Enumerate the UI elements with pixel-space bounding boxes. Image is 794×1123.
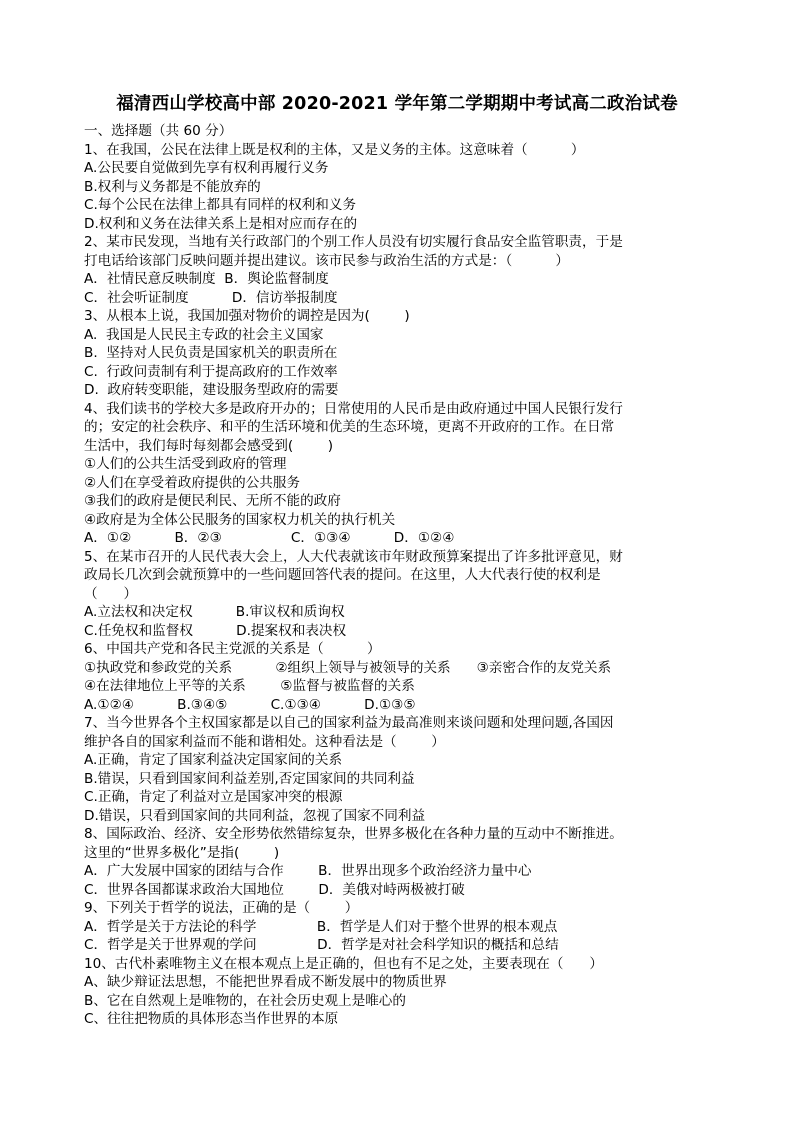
statement-1: ①人们的公共生活受到政府的管理: [84, 456, 287, 472]
question-stem: 10、古代朴素唯物主义在根本观点上是正确的，但也有不足之处，主要表现在（ ）: [84, 955, 604, 972]
option-b: B. 坚持对人民负责是国家机关的职责所在: [84, 345, 338, 361]
option-a: A、缺少辩证法思想，不能把世界看成不断发展中的物质世界: [84, 974, 447, 990]
question-stem: 的；安定的社会秩序、和平的生活环境和优美的生态环境，更离不开政府的工作。在日常: [84, 419, 615, 435]
question-stem: 5、在某市召开的人民代表大会上，人大代表就该市年财政预算案提出了许多批评意见，财: [84, 548, 623, 565]
option-b: B、它在自然观上是唯物的，在社会历史观上是唯心的: [84, 992, 406, 1009]
question-stem: 政局长几次到会就预算中的一些问题回答代表的提问。在这里，人大代表行使的权利是: [84, 567, 601, 583]
option-ab: A.立法权和决定权 B.审议权和质询权: [84, 604, 345, 620]
question-stem: 6、中国共产党和各民主党派的关系是（ ）: [84, 641, 381, 657]
option-cd: C．哲学是关于世界观的学问 D．哲学是对社会科学知识的概括和总结: [84, 937, 559, 953]
question-stem: 8、国际政治、经济、安全形势依然错综复杂，世界多极化在各种力量的互动中不断推进。: [84, 826, 623, 842]
option-c: C. 行政问责制有利于提高政府的工作效率: [84, 363, 338, 380]
question-stem: 7、当今世界各个主权国家都是以自己的国家利益为最高准则来谈问题和处理问题,各国因: [84, 715, 614, 731]
option-cd: C．世界各国都谋求政治大国地位 D．美俄对峙两极被打破: [84, 881, 465, 898]
question-stem: 3、从根本上说，我国加强对物价的调控是因为( ): [84, 308, 410, 324]
question-stem: 这里的“世界多极化”是指( ): [84, 844, 280, 861]
question-stem: 1、在我国，公民在法律上既是权利的主体，又是义务的主体。这意味着（ ）: [84, 141, 585, 158]
question-stem: 4、我们读书的学校大多是政府开办的；日常使用的人民币是由政府通过中国人民银行发行: [84, 400, 623, 417]
statement-4: ④政府是为全体公民服务的国家权力机关的执行机关: [84, 511, 396, 528]
option-d: D.错误，只看到国家间的共同利益，忽视了国家不同利益: [84, 807, 426, 824]
question-4: [84, 400, 716, 548]
question-stem: 生活中，我们每时每刻都会感受到( ): [84, 437, 334, 454]
question-stem: 维护各自的国家利益而不能和谐相处。这种看法是（ ）: [84, 733, 445, 750]
question-stem: （ ）: [84, 585, 138, 602]
question-8: [84, 825, 716, 899]
option-c: C.每个公民在法律上都具有同样的权利和义务: [84, 197, 357, 213]
option-d: D.权利和义务在法律关系上是相对应而存在的: [84, 215, 358, 232]
option-cd: C．社会听证制度 D．信访举报制度: [84, 289, 338, 306]
option-ab: A．广大发展中国家的团结与合作 B．世界出现多个政治经济力量中心: [84, 863, 532, 879]
section-heading: 一、选择题（共 60 分）: [84, 123, 233, 139]
question-2: [84, 233, 716, 307]
answer-options: A.①②④ B.③④⑤ C.①③④ D.①③⑤: [84, 696, 416, 713]
statements-1-3: ①执政党和参政党的关系 ②组织上领导与被领导的关系 ③亲密合作的友党关系: [84, 659, 612, 676]
option-a: A. 我国是人民民主专政的社会主义国家: [84, 326, 324, 343]
question-1: [84, 141, 716, 234]
question-stem: 9、下列关于哲学的说法，正确的是（ ）: [84, 900, 359, 916]
question-7: [84, 714, 716, 825]
statement-2: ②人们在享受着政府提供的公共服务: [84, 474, 301, 491]
option-cd: C.任免权和监督权 D.提案权和表决权: [84, 622, 347, 639]
option-a: A.公民要自觉做到先享有权利再履行义务: [84, 160, 329, 176]
answer-options: A．①② B．②③ C．①③④ D．①②④: [84, 530, 455, 546]
question-3: [84, 307, 716, 400]
option-c: C.正确，肯定了利益对立是国家冲突的根源: [84, 789, 343, 805]
question-stem: 2、某市民发现，当地有关行政部门的个别工作人员没有切实履行食品安全监管职责，于是: [84, 234, 623, 250]
question-9: [84, 899, 716, 955]
option-a: A.正确，肯定了国家利益决定国家间的关系: [84, 752, 343, 768]
option-d: D. 政府转变职能，建设服务型政府的需要: [84, 382, 339, 398]
statement-3: ③我们的政府是便民利民、无所不能的政府: [84, 493, 341, 509]
question-5: [84, 548, 716, 641]
option-ab: A．哲学是关于方法论的科学 B．哲学是人们对于整个世界的根本观点: [84, 918, 558, 935]
question-list: [84, 122, 716, 1029]
exam-title: 福清西山学校高中部 2020-2021 学年第二学期期中考试高二政治试卷: [116, 94, 678, 114]
statements-4-5: ④在法律地位上平等的关系 ⑤监督与被监督的关系: [84, 678, 415, 694]
question-stem: 打电话给该部门反映问题并提出建议。该市民参与政治生活的方式是：（ ）: [84, 252, 570, 269]
option-b: B.权利与义务都是不能放弃的: [84, 178, 261, 195]
question-10: [84, 955, 716, 1029]
option-ab: A．社情民意反映制度 B．舆论监督制度: [84, 271, 329, 287]
question-6: [84, 640, 716, 714]
option-b: B.错误，只看到国家间利益差别,否定国家间的共同利益: [84, 770, 415, 787]
option-c: C、往往把物质的具体形态当作世界的本原: [84, 1011, 339, 1027]
